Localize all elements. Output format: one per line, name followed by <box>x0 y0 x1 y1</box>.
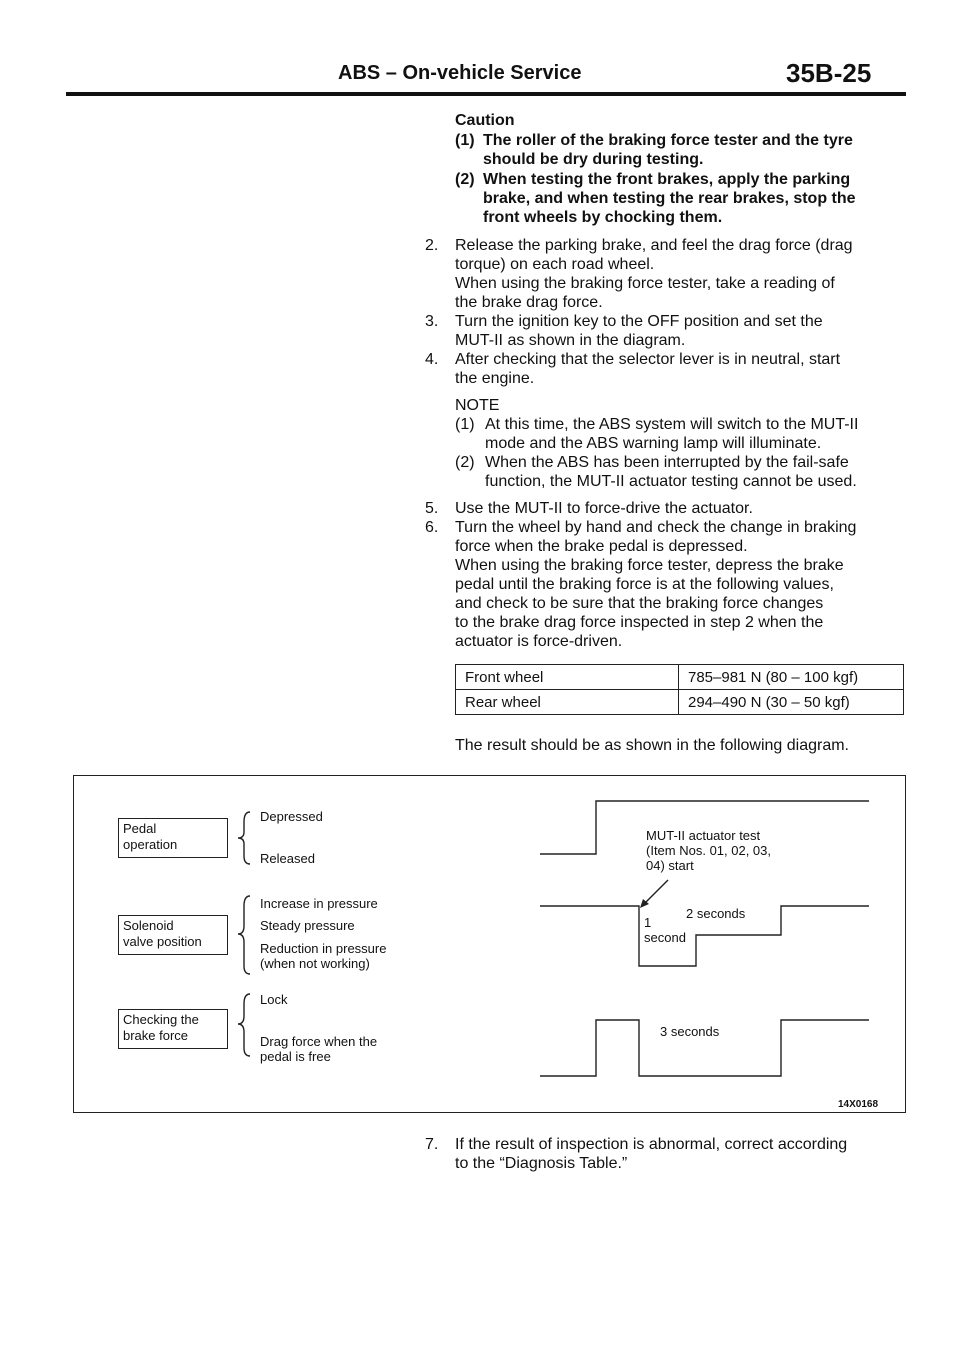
box-label: operation <box>123 837 178 852</box>
step-2-text: Release the parking brake, and feel the drag force (drag <box>455 237 853 254</box>
step-2-text: When using the braking force tester, take a reading of <box>455 275 835 292</box>
result-text: The result should be as shown in the following diagram. <box>455 737 849 754</box>
mut-pointer-line <box>644 880 668 904</box>
figure-code: 14X0168 <box>838 1099 879 1110</box>
caution-item-1-num: (1) <box>455 132 475 149</box>
step-3-text: MUT-II as shown in the diagram. <box>455 332 686 349</box>
step-6-text: to the brake drag force inspected in step 2 when the <box>455 614 824 631</box>
mut-test-label: 04) start <box>646 858 694 873</box>
table-cell-force: 785–981 N (80 – 100 kgf) <box>679 665 904 690</box>
box-label: Pedal <box>123 821 157 836</box>
step-7-text: If the result of inspection is abnormal, correct according <box>455 1136 848 1153</box>
table-row <box>456 690 904 715</box>
table-cell-force: 294–490 N (30 – 50 kgf) <box>679 690 904 715</box>
state-released: Released <box>260 851 315 866</box>
state-lock: Lock <box>260 992 288 1007</box>
page-number: 35B-25 <box>786 58 872 88</box>
caution-item-2-line: When testing the front brakes, apply the parking <box>483 171 851 188</box>
diagram-lines <box>74 776 907 1114</box>
note-heading: NOTE <box>455 397 500 414</box>
step-6-text: Turn the wheel by hand and check the change in braking <box>455 519 857 536</box>
note-2-text: When the ABS has been interrupted by the fail-safe <box>485 454 849 471</box>
step-2-text: the brake drag force. <box>455 294 603 311</box>
step-4-text: After checking that the selector lever is in neutral, start <box>455 351 841 368</box>
box-label: valve position <box>123 934 202 949</box>
step-5-number: 5. <box>425 500 439 517</box>
step-6-number: 6. <box>425 519 439 536</box>
caution-heading: Caution <box>455 112 515 129</box>
state-not-working: (when not working) <box>260 956 370 971</box>
state-drag-force: Drag force when the <box>260 1034 378 1049</box>
note-1-text: At this time, the ABS system will switch to the MUT-II <box>485 416 859 433</box>
state-pedal-free: pedal is free <box>260 1049 331 1064</box>
braking-force-table <box>455 664 904 715</box>
step-4-text: the engine. <box>455 370 535 387</box>
note-2-num: (2) <box>455 454 475 471</box>
solenoid-brace <box>238 896 250 974</box>
table-cell-wheel: Front wheel <box>456 665 679 690</box>
box-label: brake force <box>123 1028 189 1043</box>
table-row <box>456 665 904 690</box>
step-5-text: Use the MUT-II to force-drive the actuator. <box>455 500 753 517</box>
timing-diagram <box>73 775 906 1113</box>
box-label: Checking the <box>123 1012 199 1027</box>
step-6-text: force when the brake pedal is depressed. <box>455 538 748 555</box>
page-header-title: ABS – On-vehicle Service <box>338 62 582 84</box>
one-second-label: 1 <box>644 915 652 930</box>
step-6-text: actuator is force-driven. <box>455 633 623 650</box>
note-2-text: function, the MUT-II actuator testing cannot be used. <box>485 473 857 490</box>
step-6-text: pedal until the braking force is at the following values, <box>455 576 834 593</box>
step-2-number: 2. <box>425 237 439 254</box>
step-6-text: When using the braking force tester, depress the brake <box>455 557 844 574</box>
state-increase: Increase in pressure <box>260 896 378 911</box>
step-3-text: Turn the ignition key to the OFF position and set the <box>455 313 823 330</box>
mut-test-label: (Item Nos. 01, 02, 03, <box>646 843 772 858</box>
caution-item-2-num: (2) <box>455 171 475 188</box>
caution-item-1-line: should be dry during testing. <box>483 151 704 168</box>
caution-item-2-line: brake, and when testing the rear brakes, stop the <box>483 190 856 207</box>
header-rule <box>66 92 906 96</box>
one-second-label: second <box>644 930 686 945</box>
step-2-text: torque) on each road wheel. <box>455 256 655 273</box>
step-7-number: 7. <box>425 1136 439 1153</box>
table-cell-wheel: Rear wheel <box>456 690 679 715</box>
note-1-text: mode and the ABS warning lamp will illuminate. <box>485 435 822 452</box>
two-seconds-label: 2 seconds <box>686 906 746 921</box>
step-4-number: 4. <box>425 351 439 368</box>
brake-brace <box>238 994 250 1056</box>
step-3-number: 3. <box>425 313 439 330</box>
state-depressed: Depressed <box>260 809 323 824</box>
step-6-text: and check to be sure that the braking force changes <box>455 595 824 612</box>
mut-test-label: MUT-II actuator test <box>646 828 761 843</box>
caution-item-2-line: front wheels by chocking them. <box>483 209 723 226</box>
three-seconds-label: 3 seconds <box>660 1024 720 1039</box>
pedal-brace <box>238 812 250 864</box>
state-steady: Steady pressure <box>260 918 355 933</box>
step-7-text: to the “Diagnosis Table.” <box>455 1155 628 1172</box>
note-1-num: (1) <box>455 416 475 433</box>
box-label: Solenoid <box>123 918 174 933</box>
state-reduction: Reduction in pressure <box>260 941 387 956</box>
caution-item-1-line: The roller of the braking force tester and the tyre <box>483 132 853 149</box>
